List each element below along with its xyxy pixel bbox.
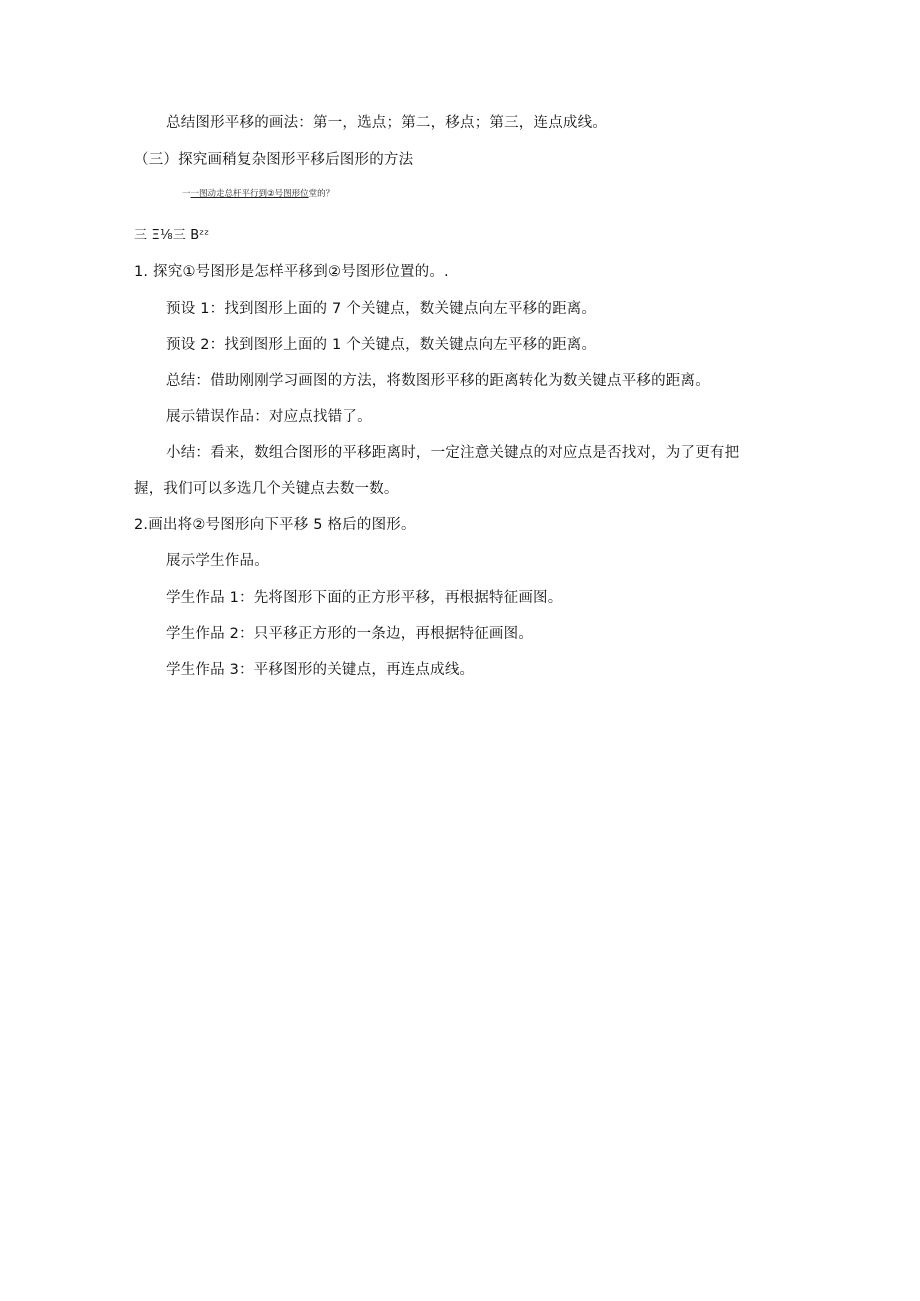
brief-summary-line-2: 握，我们可以多选几个关键点去数一数。 [134,481,399,497]
student-work-3: 学生作品 3：平移图形的关键点，再连点成线。 [166,662,475,678]
brief-summary-line-1: 小结：看来，数组合图形的平移距离时，一定注意关键点的对应点是否找对，为了更有把 [166,445,740,461]
preset-1: 预设 1：找到图形上面的 7 个关键点，数关键点向左平移的距离。 [166,301,597,317]
show-wrong-work: 展示错误作品：对应点找错了。 [166,409,372,425]
item-1-explore: 1. 探究①号图形是怎样平移到②号图形位置的。. [134,264,449,280]
caption-prefix: 一 [182,189,191,199]
figure-caption [182,188,334,200]
preset-2: 预设 2：找到图形上面的 1 个关键点，数关键点向左平移的距离。 [166,337,597,353]
student-work-2: 学生作品 2：只平移正方形的一条边，再根据特征画图。 [166,626,534,642]
show-student-work: 展示学生作品。 [166,553,269,569]
section-three-heading: （三）探究画稍复杂图形平移后图形的方法 [134,152,414,168]
item-2-draw: 2.画出将②号图形向下平移 5 格后的图形。 [134,517,416,533]
caption-underlined: 一图动走总杆平行到②号图形位 [190,189,309,199]
summary-method: 总结：借助刚刚学习画图的方法，将数图形平移的距离转化为数关键点平移的距离。 [166,373,710,389]
caption-suffix: 堂的？ [308,189,335,199]
garbled-figure-text: 三 Ξ⅛三 Bᶻᶻ [134,228,210,243]
summary-drawing-method: 总结图形平移的画法：第一，选点；第二，移点；第三，连点成线。 [166,115,607,131]
student-work-1: 学生作品 1：先将图形下面的正方形平移，再根据特征画图。 [166,590,563,606]
